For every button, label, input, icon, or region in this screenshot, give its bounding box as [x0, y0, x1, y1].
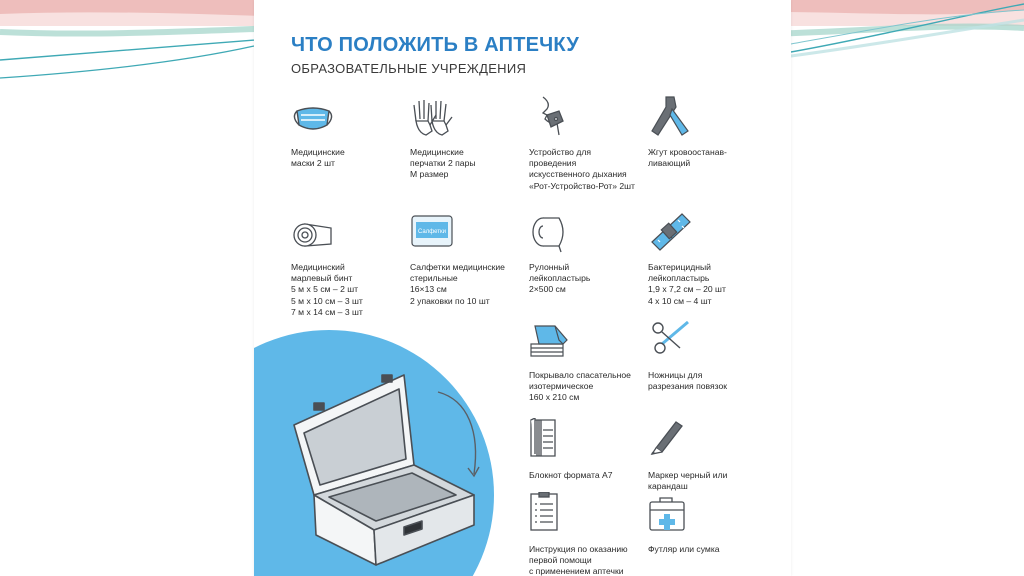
curved-arrow-icon: [434, 384, 484, 484]
item-tourniquet-text: Жгут кровоостанав- ливающий: [648, 147, 727, 169]
first-aid-poster: [254, 0, 791, 576]
plaster-roll-icon: [529, 210, 573, 254]
item-scissors-text: Ножницы для разрезания повязок: [648, 370, 728, 392]
item-instruction-text: Инструкция по оказанию первой помощи с применением аптечки: [529, 544, 628, 576]
item-breathing-device-text: Устройство для проведения искусственного дыхания «Рот-Устройство-Рот» 2шт: [529, 147, 635, 191]
item-bactericidal-plaster-text: Бактерицидный лейкопластырь 1,9 х 7,2 см – 20 шт 4 х 10 см – 4 шт: [648, 262, 726, 306]
wipes-pack-label: Салфетки: [417, 229, 447, 235]
poster-subtitle: ОБРАЗОВАТЕЛЬНЫЕ УЧРЕЖДЕНИЯ: [291, 61, 527, 76]
tourniquet-icon: [648, 95, 692, 139]
rescue-breathing-icon: [529, 95, 573, 139]
poster-title: ЧТО ПОЛОЖИТЬ В АПТЕЧКУ: [291, 34, 579, 56]
thermal-blanket-icon: [529, 318, 573, 362]
item-gloves-text: Медицинские перчатки 2 пары М размер: [410, 147, 476, 180]
item-case-text: Футляр или сумка: [648, 544, 720, 554]
item-marker-text: Маркер черный или карандаш: [648, 470, 728, 492]
item-blanket-text: Покрывало спасательное изотермическое 160 х 210 см: [529, 370, 631, 403]
face-mask-icon: [291, 95, 335, 139]
item-masks-text: Медицинские маски 2 шт: [291, 147, 345, 169]
item-roll-plaster-text: Рулонный лейкопластырь 2×500 см: [529, 262, 591, 295]
bandage-roll-icon: [291, 210, 335, 254]
item-bandage-text: Медицинский марлевый бинт 5 м х 5 см – 2 шт 5 м х 10 см – 3 шт 7 м х 14 см – 3 шт: [291, 262, 363, 317]
adhesive-strip-icon: [648, 210, 692, 254]
notebook-icon: [529, 418, 573, 462]
item-notebook-text: Блокнот формата А7: [529, 470, 613, 480]
scissors-icon: [648, 318, 692, 362]
marker-pencil-icon: [648, 418, 692, 462]
item-wipes-text: Салфетки медицинские стерильные 16×13 см 2 упаковки по 10 шт: [410, 262, 505, 306]
wipes-pack-icon: [410, 210, 454, 254]
clipboard-instruction-icon: [529, 492, 573, 536]
gloves-icon: [410, 95, 454, 139]
medical-case-icon: [648, 492, 692, 536]
